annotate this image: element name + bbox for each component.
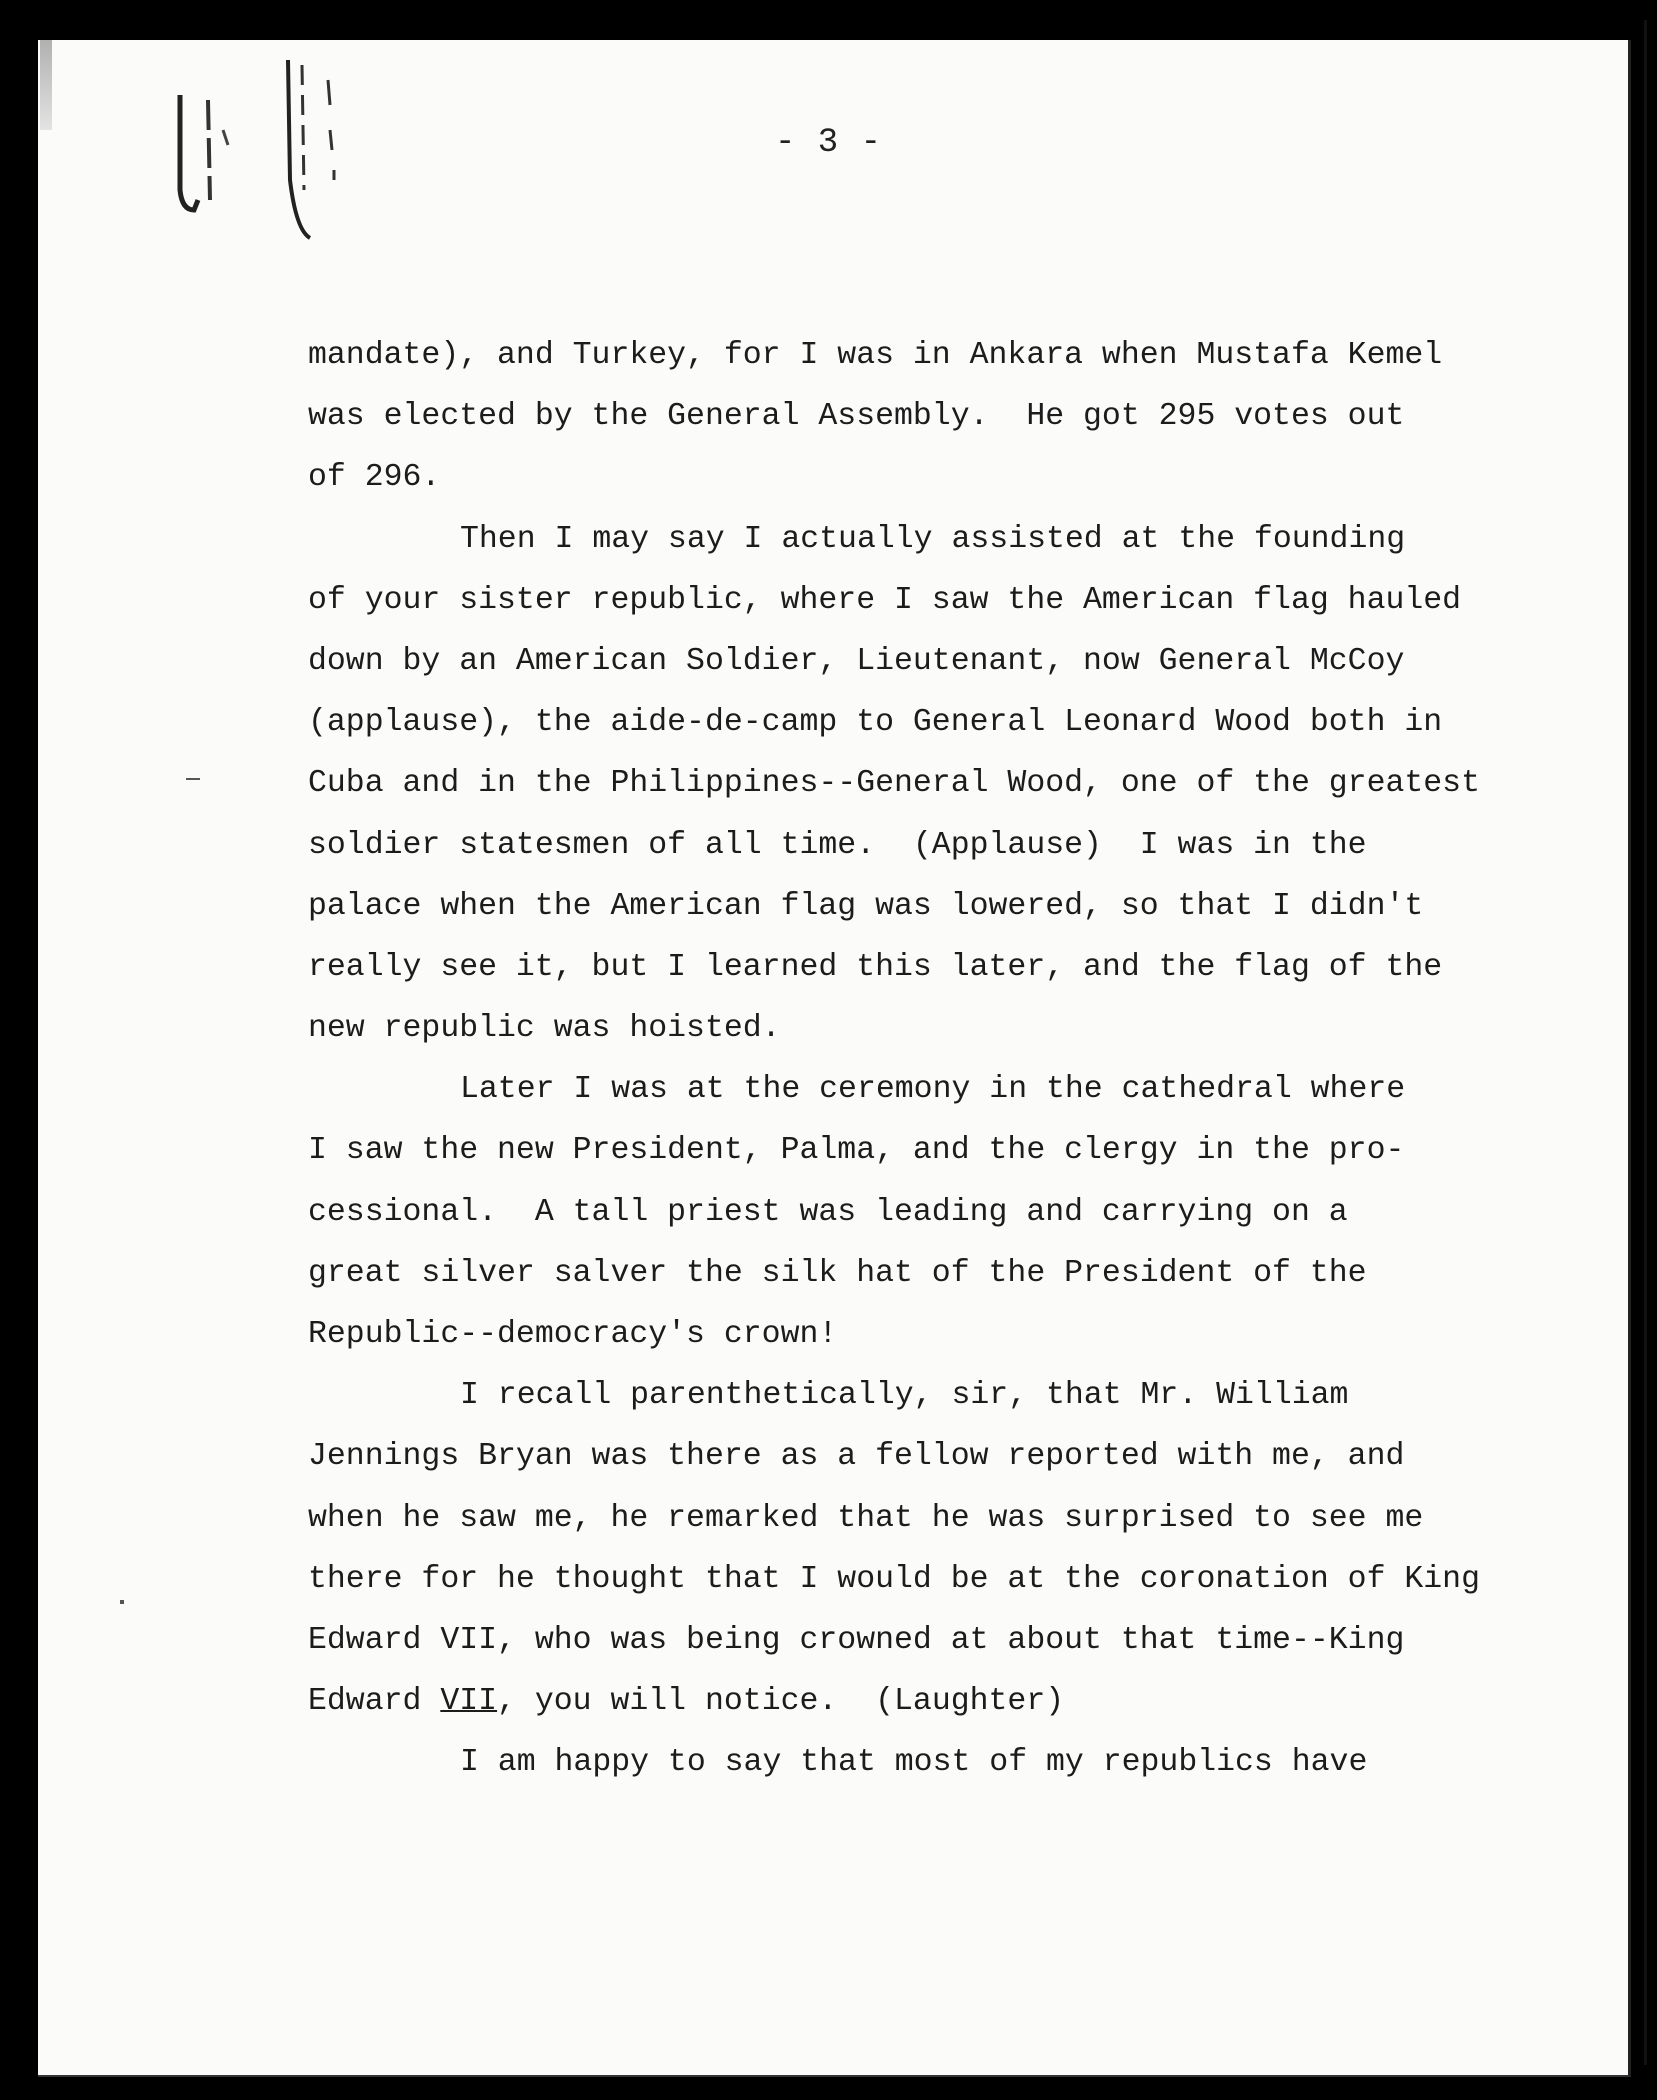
paragraph-start-line: Then I may say I actually assisted at the founding [460,521,1406,557]
text-line: mandate), and Turkey, for I was in Ankara when Mustafa Kemel [308,338,1443,373]
text-line: there for he thought that I would be at the coronation of King [308,1561,1480,1597]
scan-artifact [40,40,52,130]
body-text [308,325,1488,1794]
underlined-text: VII [440,1684,498,1720]
text-line: cessional. A tall priest was leading and carrying on a [308,1194,1348,1230]
text-line: when he saw me, he remarked that he was surprised to see me [308,1500,1424,1536]
text-line: new republic was hoisted. [308,1011,781,1047]
margin-dot [120,1600,124,1604]
text-line: (applause), the aide-de-camp to General Leonard Wood both in [308,705,1443,741]
paragraph-start-line: Later I was at the ceremony in the cathedral where [460,1072,1406,1108]
page-number: - 3 - [774,124,883,162]
paragraph-start-line: I recall parenthetically, sir, that Mr. William [460,1378,1349,1414]
text-line: Cuba and in the Philippines--General Wood, one of the greatest [308,766,1480,802]
text-line: down by an American Soldier, Lieutenant, now General McCoy [308,643,1405,679]
margin-mark [186,778,200,780]
text-line: of 296. [308,460,441,496]
paragraph-start-line: I am happy to say that most of my republics have [460,1745,1368,1781]
text-line: soldier statesmen of all time. (Applause) I was in the [308,827,1367,863]
text-line: was elected by the General Assembly. He got 295 votes out [308,399,1405,435]
text-line: of your sister republic, where I saw the American flag hauled [308,582,1462,618]
text-line: Republic--democracy's crown! [308,1317,838,1352]
text-segment: Edward [308,1684,441,1720]
text-line: Jennings Bryan was there as a fellow reported with me, and [308,1439,1405,1475]
text-line: palace when the American flag was lowered, so that I didn't [308,888,1424,924]
text-line: really see it, but I learned this later, and the flag of the [308,949,1443,985]
text-line: Edward VII, who was being crowned at about that time--King [308,1622,1405,1658]
text-line-with-underline [308,1671,1488,1732]
page-edge-shadow [1644,20,1647,2065]
text-line: great silver salver the silk hat of the President of the [308,1255,1367,1291]
text-line: I saw the new President, Palma, and the clergy in the pro- [308,1133,1405,1169]
text-segment: , you will notice. (Laughter) [497,1684,1065,1720]
